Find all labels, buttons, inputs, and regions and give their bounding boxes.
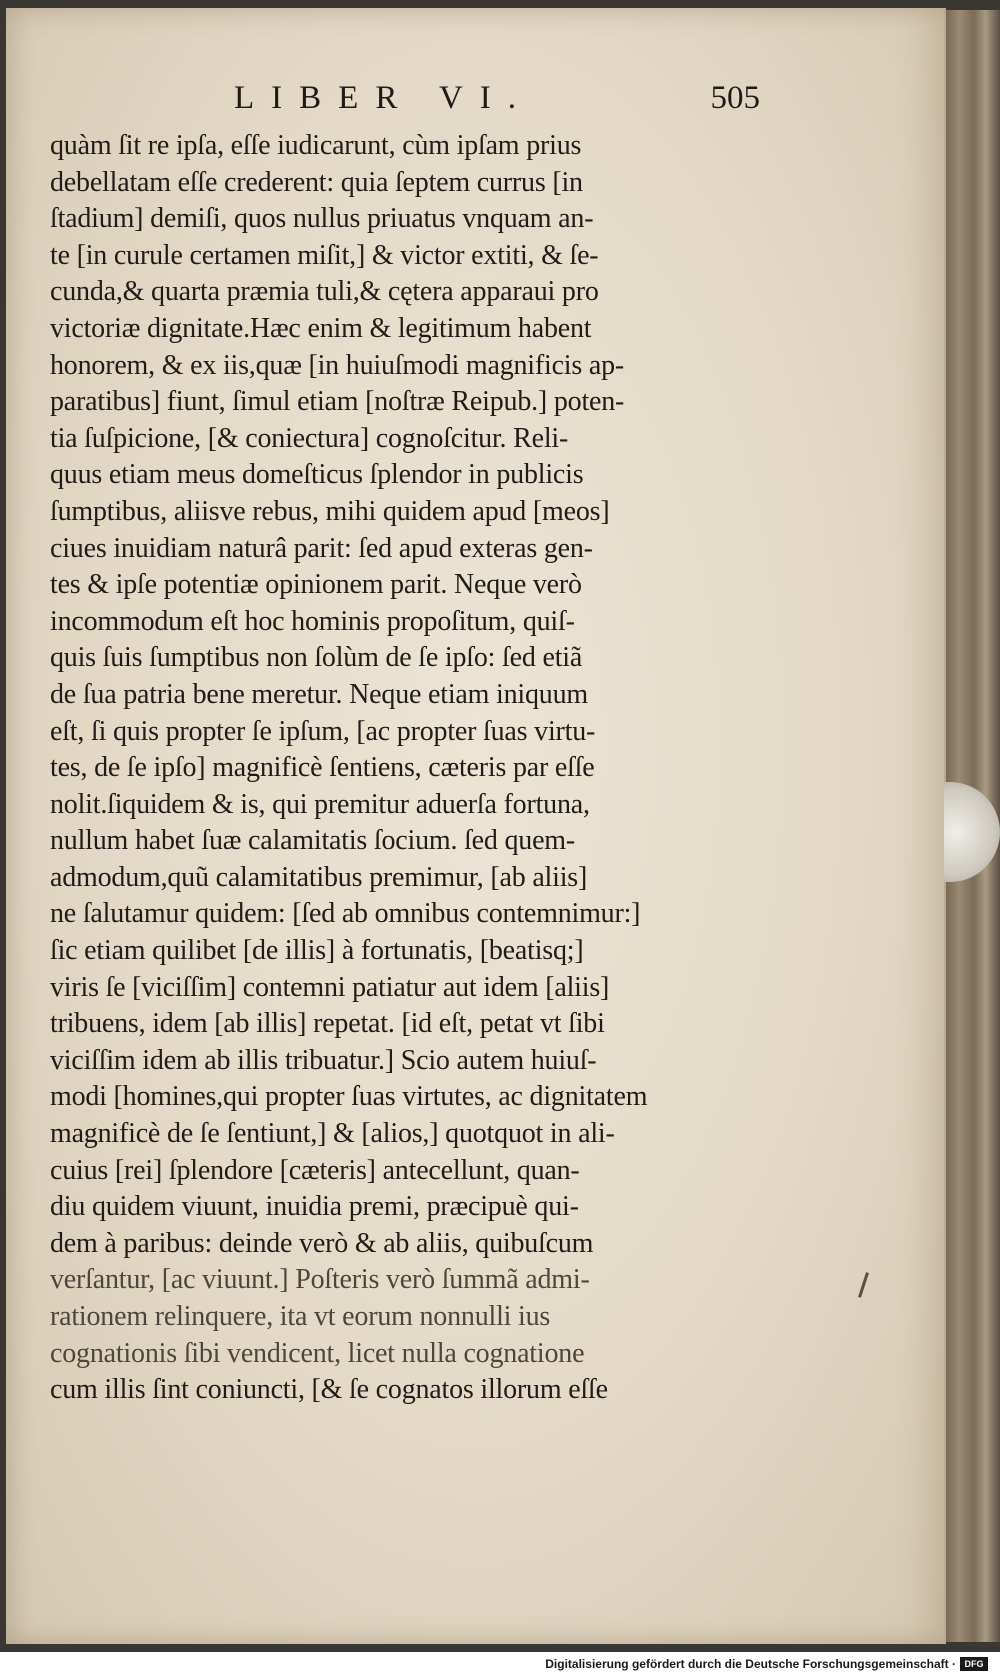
text-line: cognationis ſibi vendicent, licet nulla cognatione	[50, 1337, 585, 1369]
book-label: LIBER VI.	[234, 80, 534, 116]
text-line: nolit.ſiquidem & is, qui premitur aduerſa fortuna,	[50, 788, 590, 820]
text-line: viciſſim idem ab illis tribuatur.] Scio autem huiuſ-	[50, 1044, 597, 1076]
text-line: quus etiam meus domeſticus ſplendor in publicis	[50, 459, 584, 491]
text-line: magnificè de ſe ſentiunt,] & [alios,] quotquot in ali-	[50, 1118, 615, 1150]
text-line: ſtadium] demiſi, quos nullus priuatus vnquam an-	[50, 203, 594, 235]
text-line: viris ſe [viciſſim] contemni patiatur aut idem [aliis]	[50, 971, 610, 1003]
text-line: cuius [rei] ſplendore [cæteris] antecellunt, quan-	[50, 1154, 580, 1186]
text-line: tes & ipſe potentiæ opinionem parit. Neque verò	[50, 569, 582, 601]
text-line: rationem relinquere, ita vt eorum nonnulli ius	[50, 1301, 551, 1332]
text-line: de ſua patria bene meretur. Neque etiam iniquum	[50, 678, 588, 710]
text-line: tia ſuſpicione, [& coniectura] cognoſcitur. Reli-	[50, 422, 569, 454]
text-line: quis ſuis ſumptibus non ſolùm de ſe ipſo: ſed etiã	[50, 642, 583, 674]
text-line: tribuens, idem [ab illis] repetat. [id eſt, petat vt ſibi	[50, 1008, 605, 1040]
text-line: ne ſalutamur quidem: [ſed ab omnibus contemnimur:]	[50, 898, 641, 930]
text-line: victoriæ dignitate.Hæc enim & legitimum habent	[50, 312, 592, 344]
text-line: tes, de ſe ipſo] magnificè ſentiens, cæteris par eſſe	[50, 752, 595, 784]
text-line: modi [homines,qui propter ſuas virtutes, ac dignitatem	[50, 1081, 648, 1113]
book-page	[6, 8, 946, 1644]
text-line: paratibus] fiunt, ſimul etiam [noſtræ Reipub.] poten-	[50, 386, 625, 418]
page-number: 505	[710, 80, 760, 116]
text-line: debellatam eſſe crederent: quia ſeptem currus [in	[50, 166, 583, 198]
dfg-logo-icon: DFG	[960, 1657, 988, 1671]
text-line: honorem, & ex iis,quæ [in huiuſmodi magnificis ap-	[50, 349, 625, 381]
text-line: quàm ſit re ipſa, eſſe iudicarunt, cùm ipſam prius	[50, 130, 582, 161]
text-line: dem à paribus: deinde verò & ab aliis, quibuſcum	[50, 1227, 594, 1259]
text-line: ſumptibus, aliisve rebus, mihi quidem apud [meos]	[50, 495, 610, 527]
text-line: nullum habet ſuæ calamitatis ſocium. ſed quem-	[50, 825, 576, 857]
margin-mark	[858, 1272, 869, 1298]
text-line: diu quidem viuunt, inuidia premi, præcipuè qui-	[50, 1191, 579, 1223]
text-block	[50, 128, 770, 1409]
text-line: incommodum eſt hoc hominis propoſitum, quiſ-	[50, 605, 575, 637]
text-line: ciues inuidiam naturâ parit: ſed apud exteras gen-	[50, 532, 593, 564]
text-line: verſantur, [ac viuunt.] Poſteris verò ſummã admi-	[50, 1264, 590, 1296]
text-line: cunda,& quarta præmia tuli,& cętera apparaui pro	[50, 276, 599, 308]
text-line: admodum,quũ calamitatibus premimur, [ab aliis]	[50, 861, 588, 893]
text-line: eſt, ſi quis propter ſe ipſum, [ac propter ſuas virtu-	[50, 715, 596, 747]
footer-bar	[0, 1652, 1000, 1677]
running-head	[50, 80, 760, 130]
text-line: cum illis ſint coniuncti, [& ſe cognatos illorum eſſe	[50, 1374, 608, 1406]
footer-credit: Digitalisierung gefördert durch die Deutsche Forschungsgemeinschaft ·	[545, 1657, 956, 1671]
text-line: ſic etiam quilibet [de illis] à fortunatis, [beatisq;]	[50, 935, 584, 967]
text-line: te [in curule certamen miſit,] & victor extiti, & ſe-	[50, 239, 599, 271]
